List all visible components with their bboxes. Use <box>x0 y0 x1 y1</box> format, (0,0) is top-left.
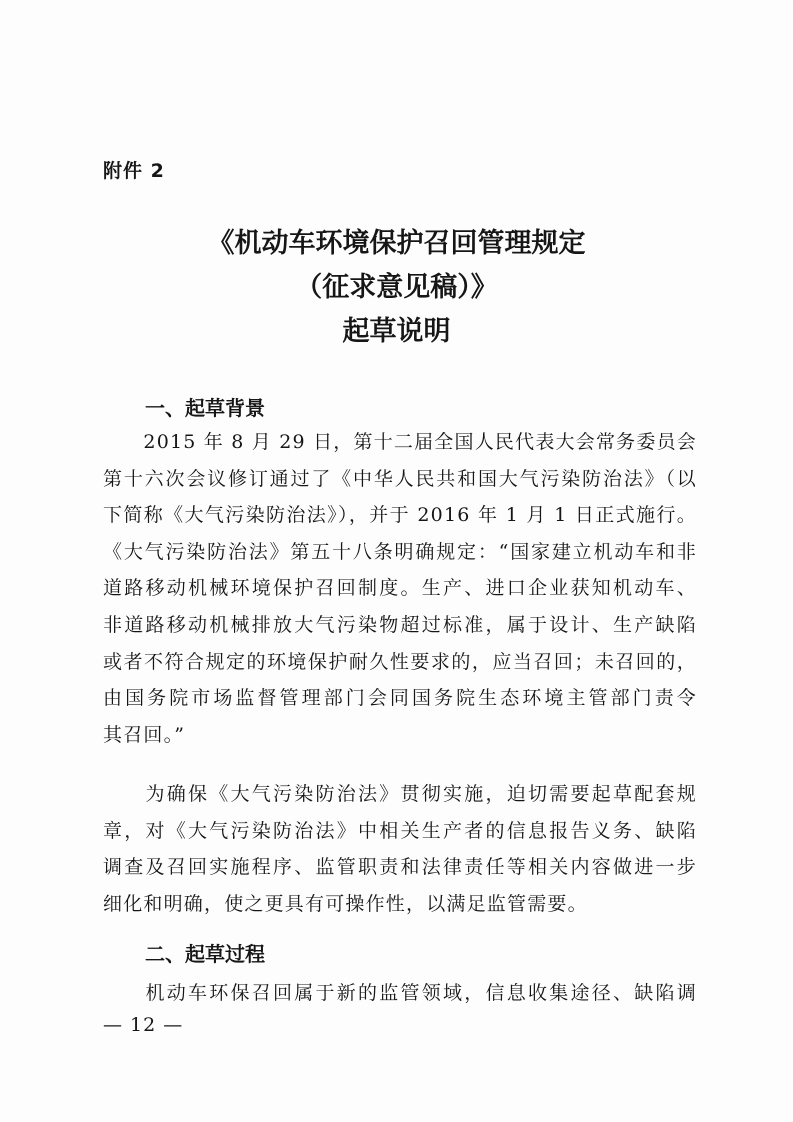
process-paragraph-1 <box>103 975 697 1012</box>
paragraph-line: 下简称《大气污染防治法》），并于 2016 年 1 月 1 日正式施行。 <box>103 504 697 527</box>
paragraph-line: 为确保《大气污染防治法》贯彻实施，迫切需要起草配套规 <box>103 783 697 805</box>
title-line-2: （征求意见稿）》 <box>295 272 498 303</box>
title-line-3: 起草说明 <box>342 316 451 347</box>
page-number: — 12 — <box>103 1014 184 1036</box>
paragraph-line: 调查及召回实施程序、监管职责和法律责任等相关内容做进一步 <box>103 856 697 879</box>
background-paragraph-2 <box>103 776 697 922</box>
paragraph-line: 非道路移动机械排放大气污染物超过标准，属于设计、生产缺陷 <box>103 613 697 636</box>
paragraph-line: 章，对《大气污染防治法》中相关生产者的信息报告义务、缺陷 <box>103 819 697 842</box>
paragraph-line: 道路移动机械环境保护召回制度。生产、进口企业获知机动车、 <box>103 577 697 600</box>
paragraph-line: 或者不符合规定的环境保护耐久性要求的，应当召回；未召回的， <box>103 650 697 673</box>
paragraph-line: 《大气污染防治法》第五十八条明确规定：“国家建立机动车和非 <box>103 540 697 563</box>
paragraph-line: 第十六次会议修订通过了《中华人民共和国大气污染防治法》（以 <box>103 467 697 490</box>
document-title <box>0 222 793 354</box>
paragraph-line: 由国务院市场监督管理部门会同国务院生态环境主管部门责令 <box>103 687 697 710</box>
section-heading-process: 二、起草过程 <box>145 942 265 966</box>
paragraph-line: 机动车环保召回属于新的监管领域，信息收集途径、缺陷调 <box>103 982 697 1004</box>
paragraph-line: 2015 年 8 月 29 日，第十二届全国人民代表大会常务委员会 <box>103 431 697 453</box>
background-paragraph-1 <box>103 424 697 753</box>
paragraph-line: 其召回。” <box>103 723 186 746</box>
attachment-label: 附件 2 <box>103 160 165 182</box>
paragraph-line: 细化和明确，使之更具有可操作性，以满足监管需要。 <box>103 892 588 915</box>
title-line-1: 《机动车环境保护召回管理规定 <box>207 228 586 259</box>
section-heading-background: 一、起草背景 <box>145 396 265 420</box>
